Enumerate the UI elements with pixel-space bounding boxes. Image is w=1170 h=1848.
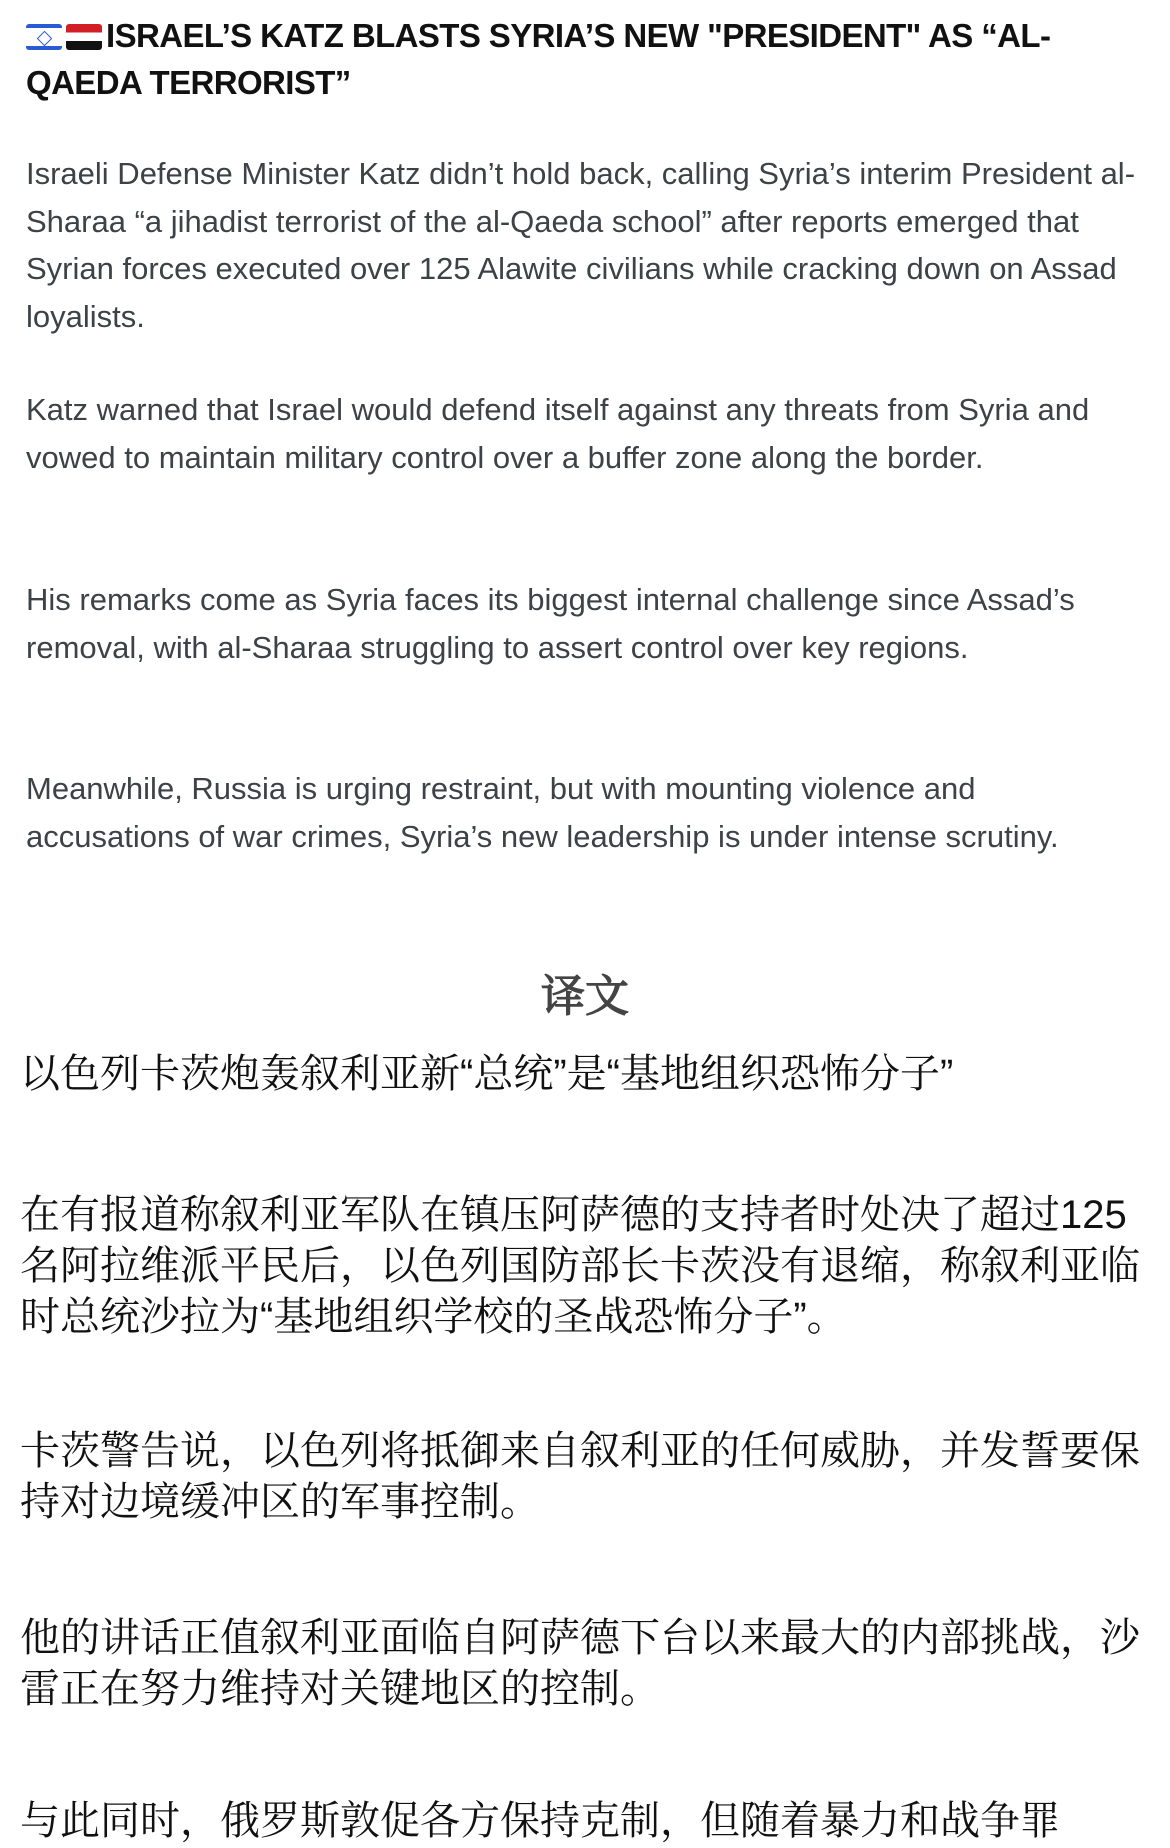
english-paragraph-4: Meanwhile, Russia is urging restraint, but with mounting violence and accusations of war crimes, Syria’s new leadership is under intense scrutiny.: [26, 771, 1059, 854]
chinese-paragraph-4: 与此同时，俄罗斯敦促各方保持克制，但随着暴力和战争罪: [20, 1799, 1060, 1843]
chinese-title: 以色列卡茨炮轰叙利亚新“总统”是“基地组织恐怖分子”: [20, 1052, 954, 1096]
article-title-text: ISRAEL’S KATZ BLASTS SYRIA’S NEW "PRESIDENT" AS “AL-QAEDA TERRORIST”: [26, 17, 1051, 101]
article-title: [26, 12, 1146, 106]
english-paragraph-3: His remarks come as Syria faces its biggest internal challenge since Assad’s removal, with al-Sharaa struggling to assert control over key regions.: [26, 582, 1075, 665]
syria-flag-icon: [66, 24, 102, 50]
english-paragraph-2: Katz warned that Israel would defend itself against any threats from Syria and vowed to maintain military control over a buffer zone along the border.: [26, 392, 1090, 475]
translation-heading: 译文: [541, 971, 629, 1022]
israel-flag-icon: [26, 24, 62, 50]
chinese-paragraph-2: 卡茨警告说，以色列将抵御来自叙利亚的任何威胁，并发誓要保持对边境缓冲区的军事控制。: [20, 1429, 1140, 1524]
chinese-paragraph-1: 在有报道称叙利亚军队在镇压阿萨德的支持者时处决了超过125名阿拉维派平民后，以色列国防部长卡茨没有退缩，称叙利亚临时总统沙拉为“基地组织学校的圣战恐怖分子”。: [20, 1193, 1140, 1339]
english-paragraph-1: Israeli Defense Minister Katz didn’t hold back, calling Syria’s interim President al-Sharaa “a jihadist terrorist of the al-Qaeda school” after reports emerged that Syrian forces executed over 125 Alawite civilians while cracking down on Assad loyalists.: [26, 156, 1136, 334]
chinese-paragraph-3: 他的讲话正值叙利亚面临自阿萨德下台以来最大的内部挑战，沙雷正在努力维持对关键地区的控制。: [20, 1616, 1140, 1711]
